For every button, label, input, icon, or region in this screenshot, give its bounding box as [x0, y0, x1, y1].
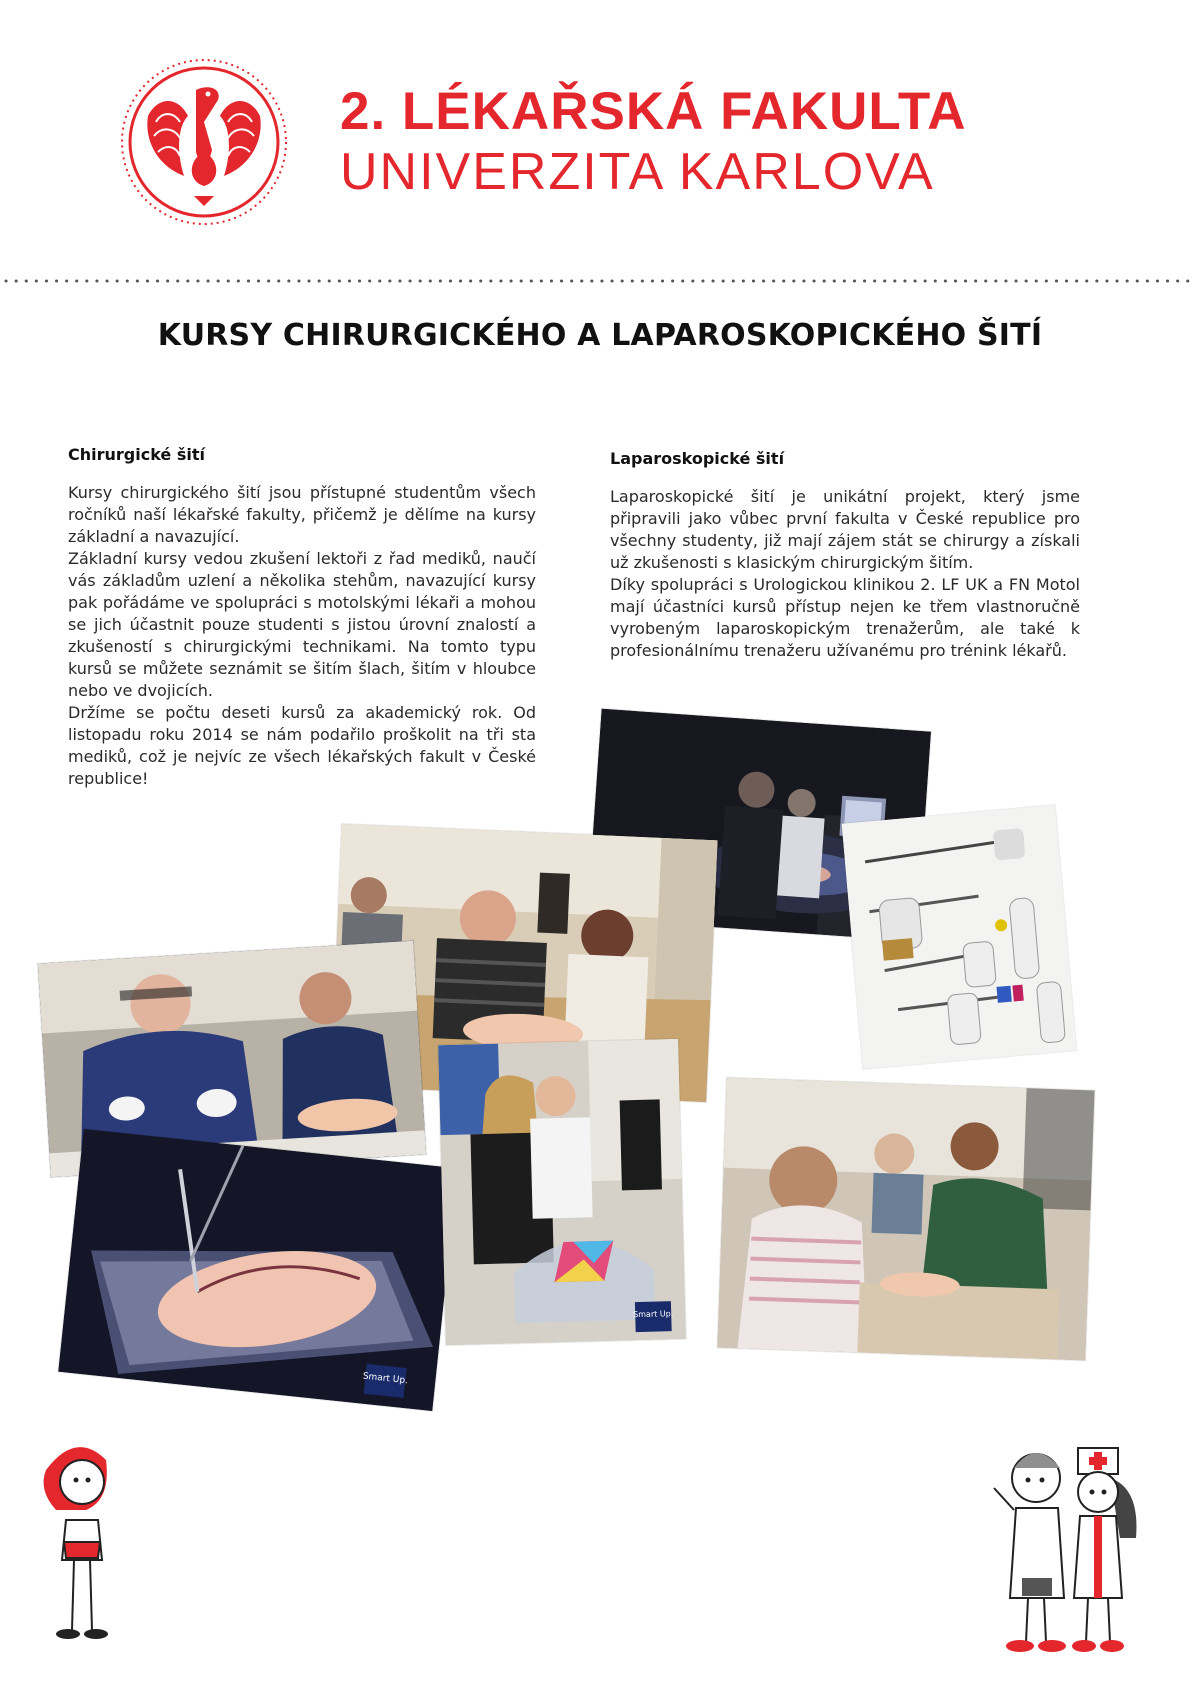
section-heading-laparoscopic: Laparoskopické šití: [610, 449, 785, 468]
paragraph: Kursy chirurgického šití jsou přístupné studentům všech ročníků naší lékařské fakulty, přičemž je dělíme na kursy základní a navazující.: [68, 483, 536, 546]
faculty-logo: [118, 56, 290, 228]
photo-laparoscopic-instruments: [842, 805, 1077, 1069]
paragraph: Laparoskopické šití je unikátní projekt, který jsme připravili jako vůbec první fakulta v České republice pro všechny studenty, již mají zájem stát se chirurgy a získali už zkušenosti s klasickým chirurgickým šitím.: [610, 487, 1080, 572]
smartup-badge-text: Smart Up.: [362, 1371, 409, 1387]
photo-laparoscopic-training-session: [438, 1039, 686, 1345]
photo-trainer-closeup: [58, 1129, 457, 1411]
paragraph: Základní kursy vedou zkušení lektoři z řad mediků, naučí vás základům uzlení a několika stehům, navazující kursy pak pořádáme ve spolupráci s motolskými lékaři a mohou se jich účastnit pouze studenti s jistou úrovní znalostí a zkušeností s chirurgickými technikami. Na tomto typu kursů se můžete seznámit se šitím šlach, šitím v hloubce nebo ve dvojicích.: [68, 549, 536, 700]
cartoon-doctor-nurse-illustration: [980, 1428, 1156, 1672]
surgical-suturing-section: [68, 444, 536, 790]
section-heading-surgical: Chirurgické šití: [68, 445, 205, 464]
laparoscopic-suturing-section: [610, 448, 1080, 662]
paragraph: Díky spolupráci s Urologickou klinikou 2. LF UK a FN Motol mají účastníci kursů přístup nejen ke třem vlastnoručně vyrobeným laparoskopickým trenažerům, ale také k profesionálnímu trenažeru užívanému pro trénink lékařů.: [610, 575, 1080, 660]
faculty-name-line2: UNIVERZITA KARLOVA: [340, 143, 935, 201]
faculty-name-line1: 2. LÉKAŘSKÁ FAKULTA: [340, 82, 967, 141]
page-title: KURSY CHIRURGICKÉHO A LAPAROSKOPICKÉHO ŠITÍ: [157, 318, 1043, 353]
faculty-name: [340, 82, 967, 202]
smartup-badge-text: Smart Up.: [633, 1309, 674, 1320]
paragraph: Držíme se počtu deseti kursů za akademický rok. Od listopadu roku 2014 se nám podařilo proškolit na tři sta mediků, což je nejvíc ze všech lékařských fakult v České republice!: [68, 703, 536, 788]
dotted-divider: [0, 278, 1200, 284]
photo-group-practice: [717, 1078, 1094, 1361]
cartoon-girl-illustration: [36, 1430, 116, 1670]
